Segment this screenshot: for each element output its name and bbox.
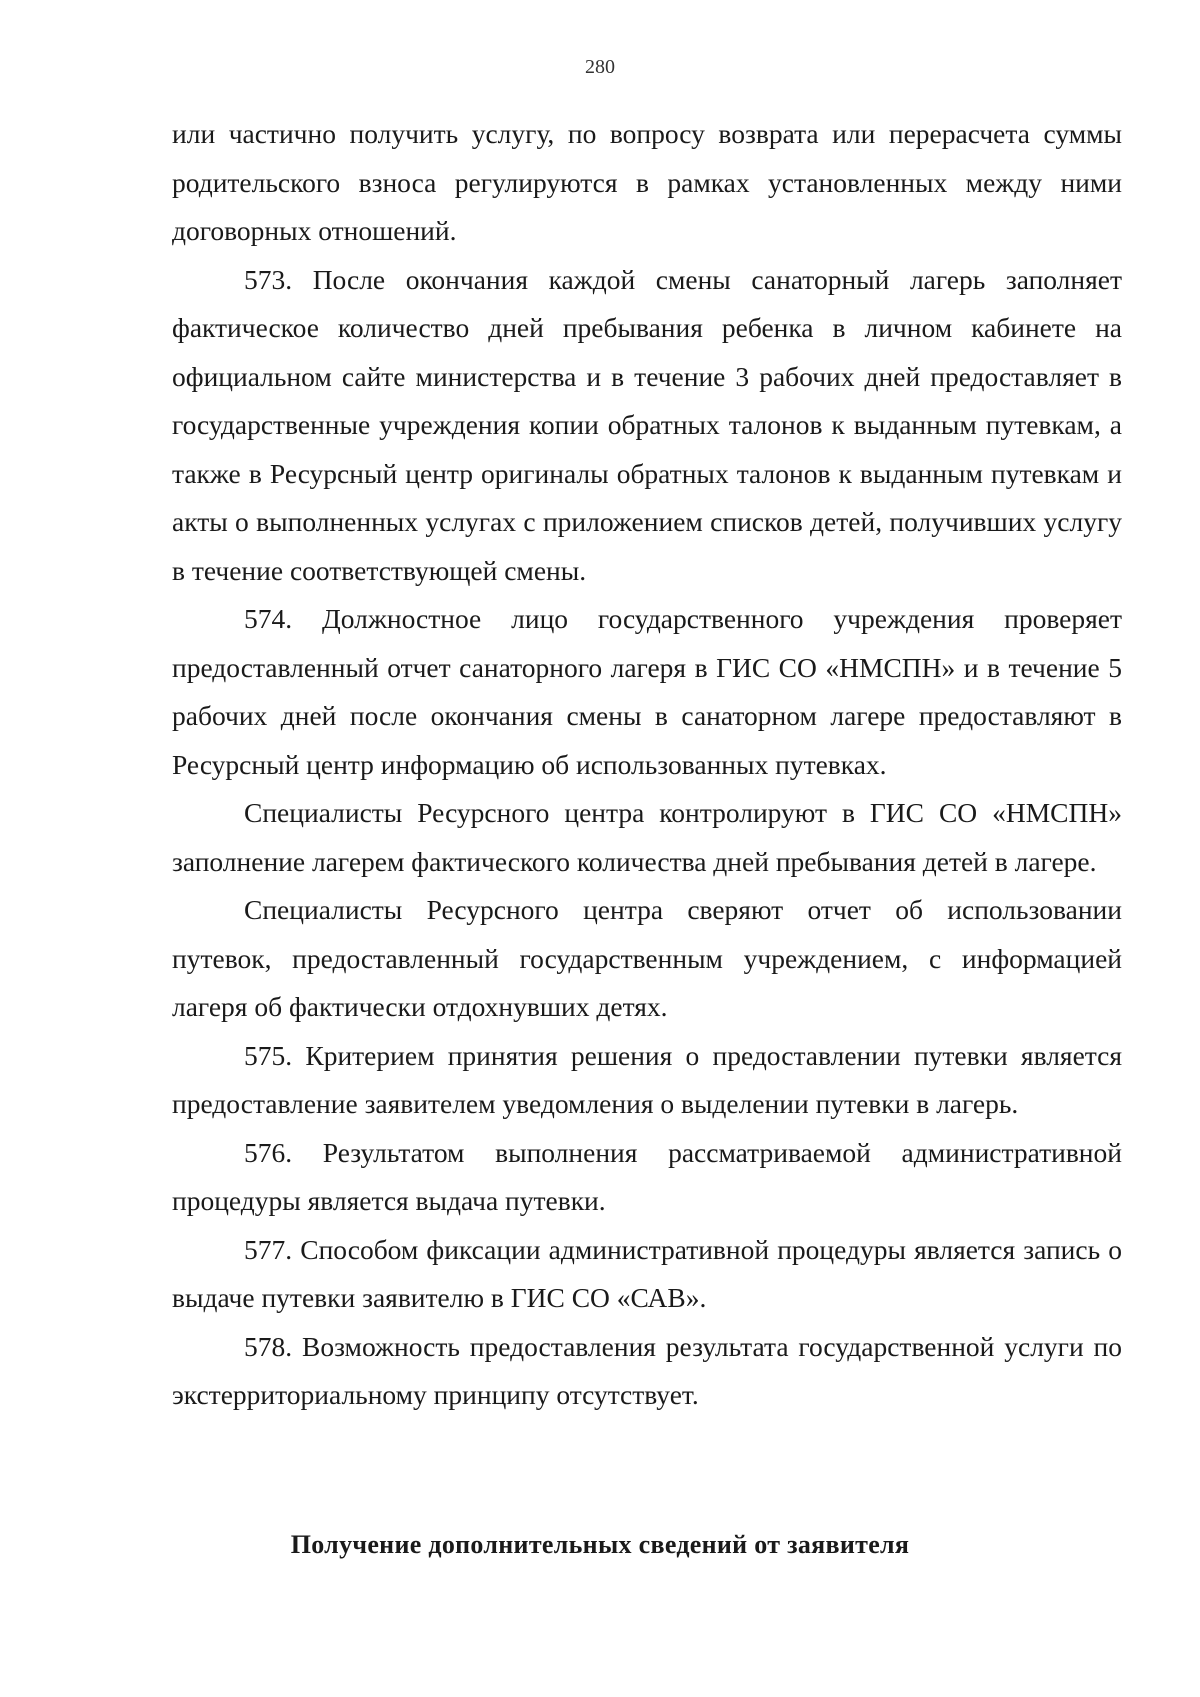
paragraph-573: 573. После окончания каждой смены санаторный лагерь заполняет фактическое количество дней пребывания ребенка в личном кабинете на официальном сайте министерства и в течение 3 рабочих дней предоставляет в государственные учреждения копии обратных талонов к выданным путевкам, а также в Ресурсный центр оригиналы обратных талонов к выданным путевкам и акты о выполненных услугах с приложением списков детей, получивших услугу в течение соответствующей смены. [172,263,1122,586]
paragraph-continuation: или частично получить услугу, по вопросу возврата или перерасчета суммы родительского взноса регулируются в рамках установленных между ними договорных отношений. [172,118,1122,246]
paragraph-577: 577. Способом фиксации административной процедуры является запись о выдаче путевки заявителю в ГИС СО «САВ». [172,1233,1122,1313]
paragraph-578: 578. Возможность предоставления результата государственной услуги по экстерриториальному принципу отсутствует. [172,1330,1122,1410]
document-body [172,110,1122,1420]
section-heading: Получение дополнительных сведений от заявителя [290,1530,910,1559]
paragraph-575: 575. Критерием принятия решения о предоставлении путевки является предоставление заявителем уведомления о выделении путевки в лагерь. [172,1039,1122,1119]
paragraph-574: 574. Должностное лицо государственного учреждения проверяет предоставленный отчет санаторного лагеря в ГИС СО «НМСПН» и в течение 5 рабочих дней после окончания смены в санаторном лагере предоставляют в Ресурсный центр информацию об использованных путевках. [172,603,1122,780]
paragraph-576: 576. Результатом выполнения рассматриваемой административной процедуры является выдача путевки. [172,1136,1122,1216]
page-number: 280 [585,56,615,78]
paragraph-resource-center-reconcile: Специалисты Ресурсного центра сверяют отчет об использовании путевок, предоставленный государственным учреждением, с информацией лагеря об фактически отдохнувших детях. [172,894,1122,1022]
paragraph-resource-center-control: Специалисты Ресурсного центра контролируют в ГИС СО «НМСПН» заполнение лагерем фактического количества дней пребывания детей в лагере. [172,797,1122,877]
